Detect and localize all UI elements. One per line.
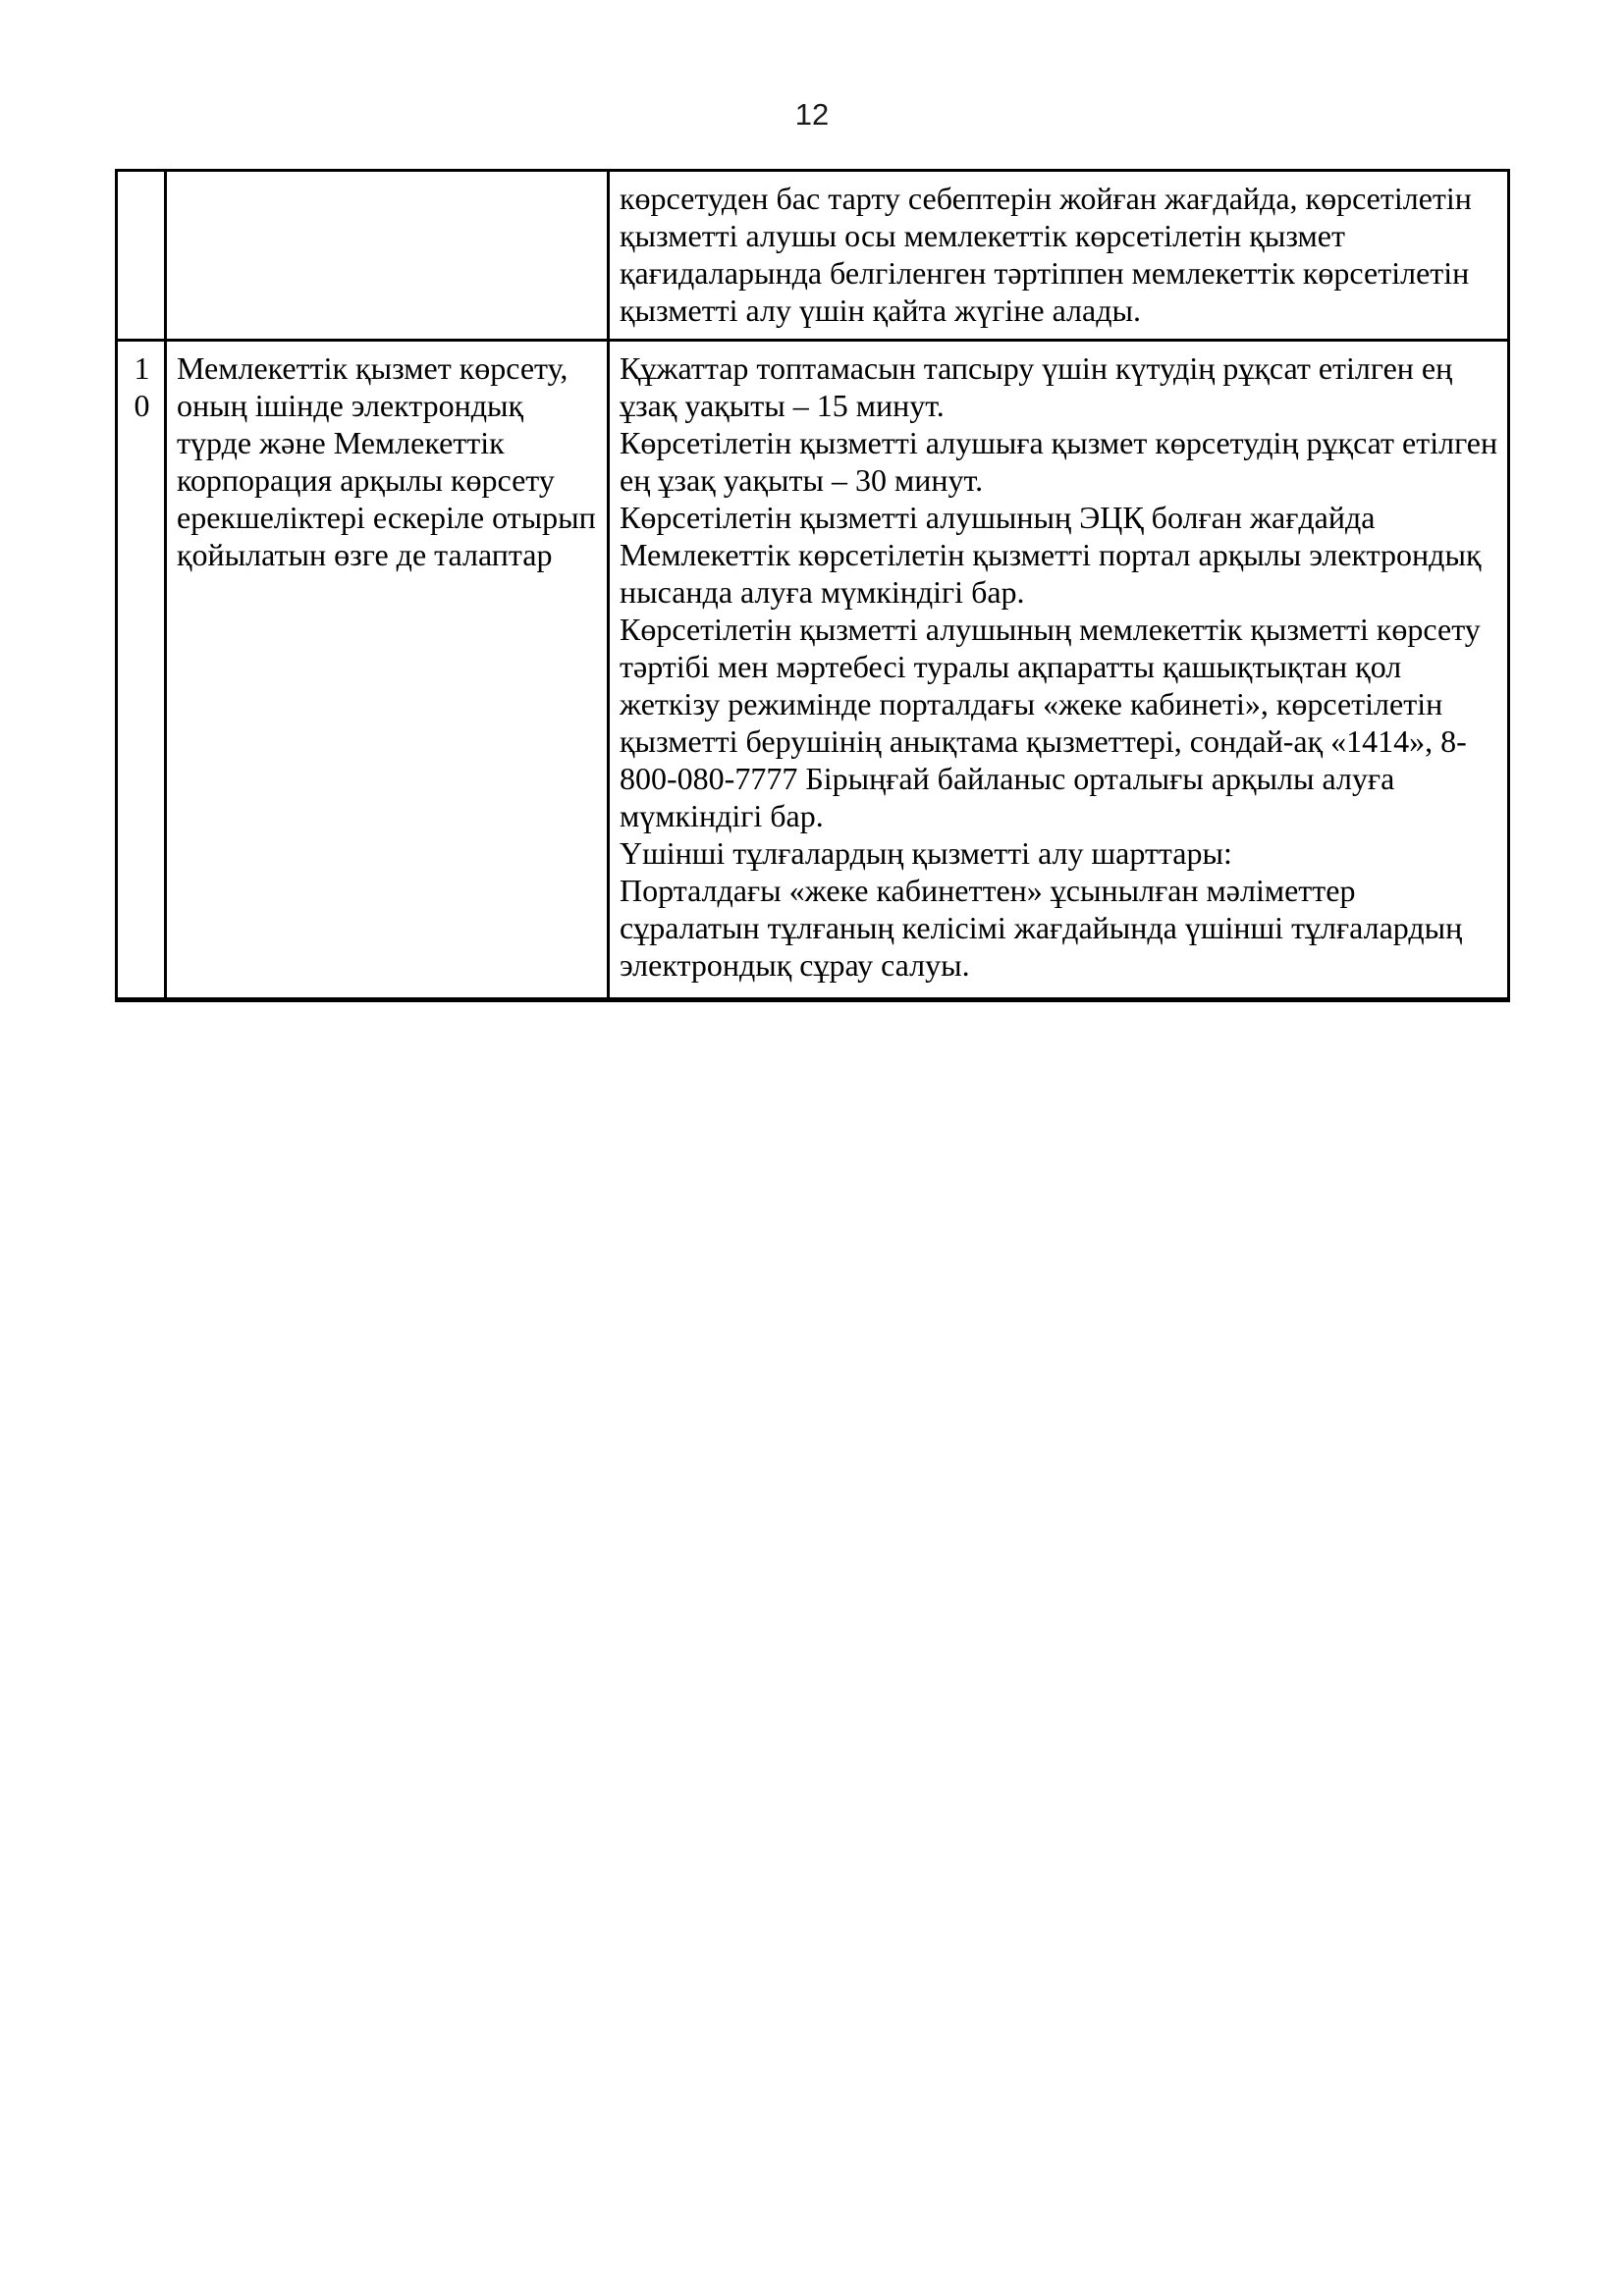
description-cell — [609, 341, 1509, 1000]
description-paragraph: Құжаттар топтамасын тапсыру үшін күтудің рұқсат етілген ең ұзақ уақыты – 15 минут. — [620, 350, 1453, 423]
description-cell — [609, 171, 1509, 341]
requirement-paragraph: Мемлекеттік қызмет көрсету, оның ішінде электрондық түрде және Мемлекеттік корпорация арқылы көрсету ерекшеліктері ескеріле отырып қойылатын өзге де талаптар — [177, 350, 596, 572]
page-number: 12 — [794, 97, 830, 132]
table-row-continuation — [117, 171, 1509, 341]
description-paragraph: Көрсетілетін қызметті алушының ЭЦҚ болған жағдайда Мемлекеттік көрсетілетін қызметті портал арқылы электрондық нысанда алуға мүмкіндігі бар. — [620, 500, 1482, 610]
description-paragraph: Көрсетілетін қызметті алушыға қызмет көрсетудің рұқсат етілген ең ұзақ уақыты – 30 минут. — [620, 425, 1498, 498]
requirement-cell — [166, 341, 609, 1000]
service-requirements-table — [115, 169, 1510, 1002]
row-number-cell — [117, 341, 166, 1000]
description-paragraph: Порталдағы «жеке кабинеттен» ұсынылған мәліметтер сұралатын тұлғаның келісімі жағдайында үшінші тұлғалардың электрондық сұрау салуы. — [620, 873, 1463, 983]
description-paragraph: көрсетуден бас тарту себептерін жойған жағдайда, көрсетілетін қызметті алушы осы мемлекеттік көрсетілетін қызмет қағидаларында белгіленген тәртіппен мемлекеттік көрсетілетін қызметті алу үшін қайта жүгіне алады. — [620, 181, 1472, 328]
description-paragraph: Үшінші тұлғалардың қызметті алу шарттары: — [620, 835, 1232, 871]
row-number-line: 1 — [134, 350, 150, 386]
requirement-cell — [166, 171, 609, 341]
row-number-cell — [117, 171, 166, 341]
table-row-10 — [117, 341, 1509, 1000]
row-number-line: 0 — [134, 388, 150, 423]
description-paragraph: Көрсетілетін қызметті алушының мемлекеттік қызметті көрсету тәртібі мен мәртебесі туралы ақпаратты қашықтықтан қол жеткізу режимінде порталдағы «жеке кабинеті», көрсетілетін қызметті берушінің анықтама қызметтері, сондай-ақ «1414», 8-800-080-7777 Бірыңғай байланыс орталығы арқылы алуға мүмкіндігі бар. — [620, 612, 1481, 833]
